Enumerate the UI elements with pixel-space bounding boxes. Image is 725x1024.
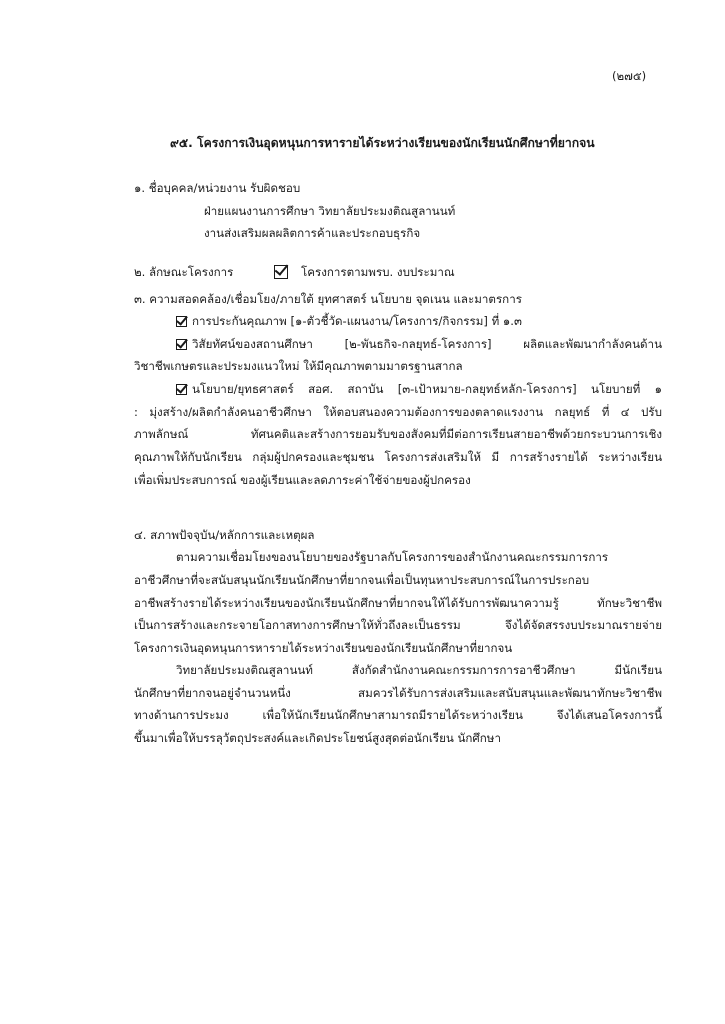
section3-item2-line1: วิสัยทัศน์ของสถานศึกษา [๒-พันธกิจ-กลยุทธ์-โครงการ] ผลิตและพัฒนากำลังคนด้าน <box>192 337 662 351</box>
section3-item-policy <box>176 384 662 396</box>
checkbox-checked-icon <box>176 316 187 327</box>
checkbox-checked-icon <box>274 265 288 279</box>
section3-item3-line1: นโยบาย/ยุทธศาสตร์ สอศ. สถาบัน [๓-เป้าหมาย-กลยุทธ์หลัก-โครงการ] นโยบายที่ ๑ <box>192 382 662 396</box>
section2-option <box>274 265 455 279</box>
section3-item-vision <box>176 339 662 351</box>
section4-p1-line1: ตามความเชื่อมโยงของนโยบายของรัฐบาลกับโครงการของสำนักงานคณะกรรมการการ <box>176 550 609 564</box>
page-number: (๒๗๕) <box>612 69 647 83</box>
section4-heading: ๔. สภาพปัจจุบัน/หลักการและเหตุผล <box>134 528 315 542</box>
section4-p1-line2: อาชีวศึกษาที่จะสนับสนุนนักเรียนนักศึกษาที่ยากจนเพื่อเป็นทุนหาประสบการณ์ในการประกอบ <box>134 573 590 587</box>
section4-p2-line2: นักศึกษาที่ยากจนอยู่จำนวนหนึ่ง สมควรได้รับการส่งเสริมและสนับสนุนและพัฒนาทักษะวิชาชีพ <box>134 686 662 700</box>
section1-unit: งานส่งเสริมผลผลิตการค้าและประกอบธุรกิจ <box>204 226 421 240</box>
section3-heading: ๓. ความสอดคล้อง/เชื่อมโยง/ภายใต้ ยุทศาสตร์ นโยบาย จุดเนน และมาตรการ <box>134 292 522 306</box>
section3-item3-line3: ภาพลักษณ์ ทัศนคติและสร้างการยอมรับของสังคมที่มีต่อการเรียนสายอาชีพด้วยกระบวนการเชิง <box>134 427 662 441</box>
section4-p1-line5: โครงการเงินอุดหนุนการหารายได้ระหว่างเรียนของนักเรียนนักศึกษาที่ยากจน <box>134 641 513 655</box>
section2-heading: ๒. ลักษณะโครงการ <box>134 265 234 279</box>
section3-item2-line2: วิชาชีพเกษตรและประมงแนวใหม่ ให้มีคุณภาพตามมาตรฐานสากล <box>134 359 463 373</box>
section3-item3-line5: เพื่อเพิ่มประสบการณ์ ของผู้เรียนและลดภาระค่าใช้จ่ายของผู้ปกครอง <box>134 473 471 487</box>
section1-heading: ๑. ชื่อบุคคล/หน่วยงาน รับผิดชอบ <box>134 181 301 195</box>
section3-item-quality <box>176 316 522 328</box>
section4-p2-line4: ขึ้นมาเพื่อให้บรรลุวัตถุประสงค์และเกิดประโยชน์สูงสุดต่อนักเรียน นักศึกษา <box>134 731 501 745</box>
section4-p1-line4: เป็นการสร้างและกระจายโอกาสทางการศึกษาให้ทั่วถึงละเป็นธรรม จึงได้จัดสรรงบประมาณรายจ่าย <box>134 618 662 632</box>
section3-item1-label: การประกันคุณภาพ [๑-ตัวชี้วัด-แผนงาน/โครงการ/กิจกรรม] ที่ ๑.๓ <box>192 314 522 328</box>
section1-department: ฝ่ายแผนงานการศึกษา วิทยาลัยประมงติณสูลานนท์ <box>204 204 456 218</box>
section4-p1-line3: อาชีพสร้างรายได้ระหว่างเรียนของนักเรียนนักศึกษาที่ยากจนให้ได้รับการพัฒนาความรู้ ทักษะวิชาชีพ <box>134 596 662 610</box>
section3-item3-line2: : มุ่งสร้าง/ผลิตกำลังคนอาชีวศึกษา ให้ตอบสนองความต้องการของตลาดแรงงาน กลยุทธ์ ที่ ๔ ปรับ <box>134 405 662 419</box>
document-title: ๙๕. โครงการเงินอุดหนุนการหารายได้ระหว่างเรียนของนักเรียนนักศึกษาที่ยากจน <box>170 136 595 150</box>
section4-p2-line3: ทางด้านการประมง เพื่อให้นักเรียนนักศึกษาสามารถมีรายได้ระหว่างเรียน จึงได้เสนอโครงการนี้ <box>134 708 662 722</box>
section3-item3-line4: คุณภาพให้กับนักเรียน กลุ่มผู้ปกครองและชุมชน โครงการส่งเสริมให้ มี การสร้างรายได้ ระหว่างเรียน <box>134 450 662 464</box>
checkbox-checked-icon <box>176 339 187 350</box>
section2-option-label: โครงการตามพรบ. งบประมาณ <box>301 265 455 279</box>
checkbox-checked-icon <box>176 384 187 395</box>
section4-p2-line1: วิทยาลัยประมงติณสูลานนท์ สังกัดสำนักงานคณะกรรมการการอาชีวศึกษา มีนักเรียน <box>176 663 662 677</box>
